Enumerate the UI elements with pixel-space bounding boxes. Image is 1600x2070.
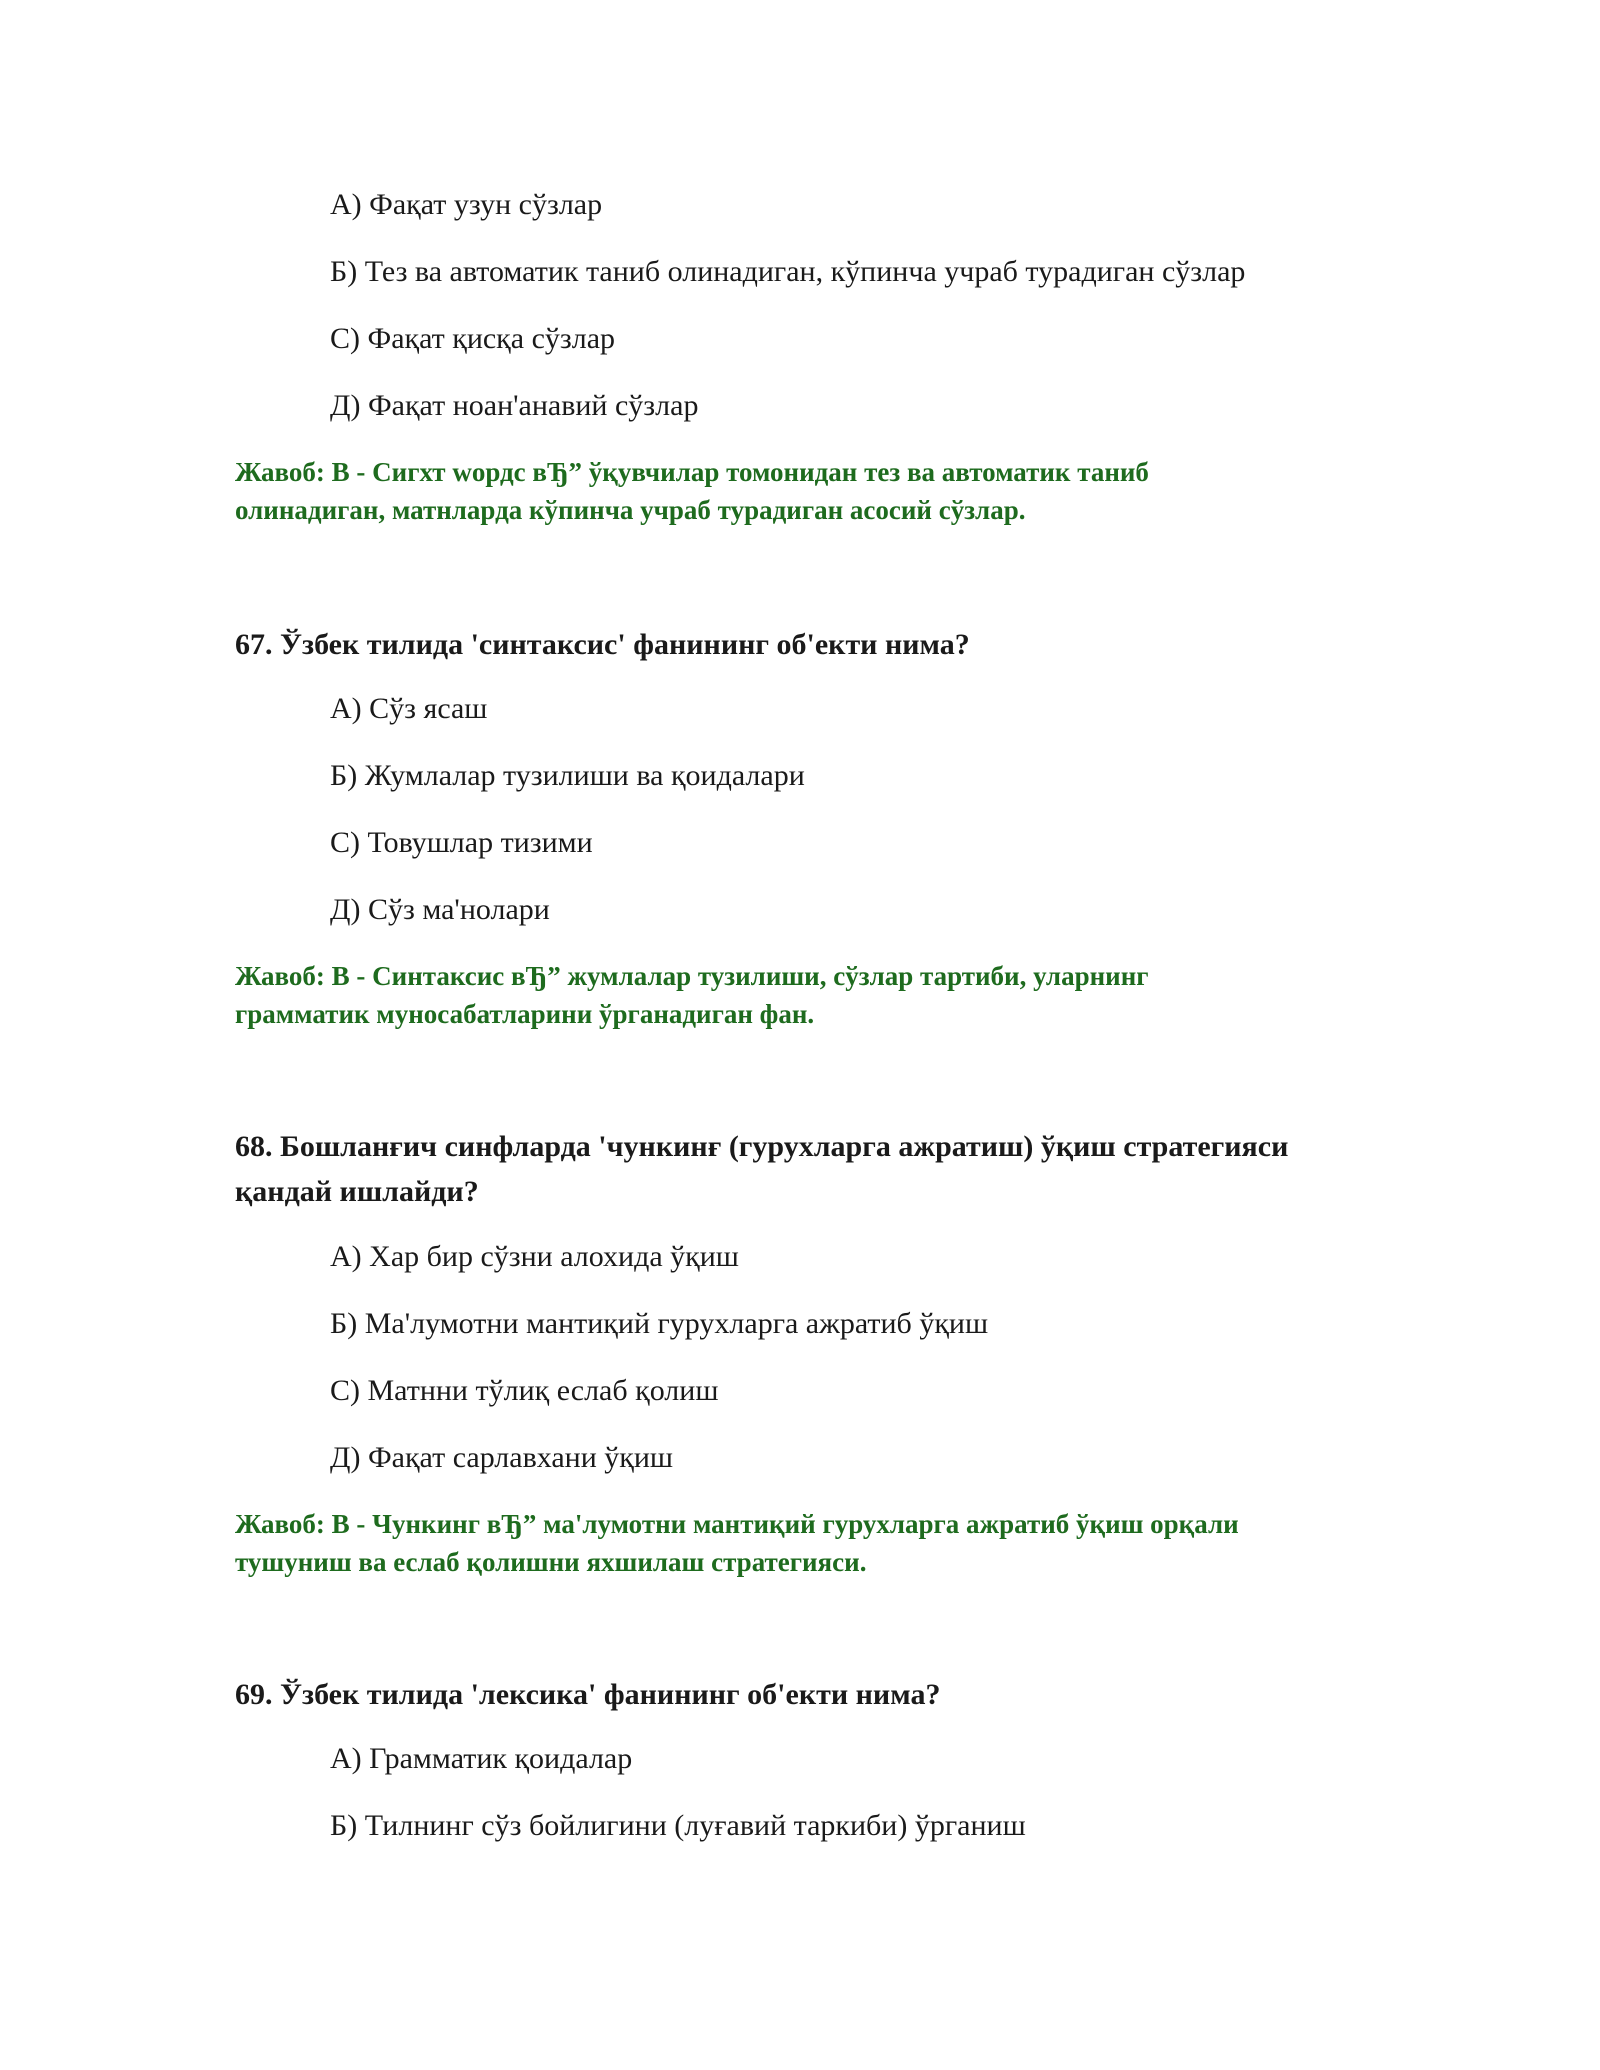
q67-option-c: С) Товушлар тизими [330,826,593,859]
q69-question: 69. Ўзбек тилида 'лексика' фанининг об'екти нима? [235,1678,941,1711]
q66-option-c: С) Фақат қисқа сўзлар [330,322,616,355]
q67-answer-line2: грамматик муносабатларини ўрганадиган фан. [235,999,815,1029]
q66-answer-line2: олинадиган, матнларда кўпинча учраб турадиган асосий сўзлар. [235,495,1026,525]
q66-option-d: Д) Фақат ноан'анавий сўзлар [330,389,699,422]
q68-answer-line2: тушуниш ва еслаб қолишни яхшилаш стратегияси. [235,1547,867,1577]
q67-question: 67. Ўзбек тилида 'синтаксис' фанининг об'екти нима? [235,628,970,661]
q69-option-a: А) Грамматик қоидалар [330,1742,633,1775]
q68-answer [235,1505,1365,1581]
q69-option-b: Б) Тилнинг сўз бойлигини (луғавий таркиби) ўрганиш [330,1809,1026,1842]
q68-option-d: Д) Фақат сарлавхани ўқиш [330,1441,674,1474]
q67-answer-line1: Жавоб: B - Синтаксис вЂ” жумлалар тузилиши, сўзлар тартиби, уларнинг [235,961,1149,991]
q68-answer-line1: Жавоб: B - Чункинг вЂ” ма'лумотни мантиқий гурухларга ажратиб ўқиш орқали [235,1509,1239,1539]
q68-option-c: С) Матнни тўлиқ еслаб қолиш [330,1374,719,1407]
q68-question-line2: қандай ишлайди? [235,1175,479,1208]
q68-question [235,1124,1365,1214]
q66-answer [235,453,1365,529]
q66-answer-line1: Жавоб: B - Сигхт wордс вЂ” ўқувчилар томонидан тез ва автоматик таниб [235,457,1149,487]
q68-option-a: А) Хар бир сўзни алохида ўқиш [330,1240,739,1273]
q68-question-line1: 68. Бошланғич синфларда 'чункинғ (гурухларга ажратиш) ўқиш стратегияси [235,1130,1289,1163]
q66-option-b: Б) Тез ва автоматик таниб олинадиган, кўпинча учраб турадиган сўзлар [330,255,1246,288]
q67-option-b: Б) Жумлалар тузилиши ва қоидалари [330,759,805,792]
q67-option-d: Д) Сўз ма'нолари [330,893,550,926]
q67-option-a: А) Сўз ясаш [330,692,488,725]
q67-answer [235,957,1365,1033]
q68-option-b: Б) Ма'лумотни мантиқий гурухларга ажратиб ўқиш [330,1307,989,1340]
q66-option-a: А) Фақат узун сўзлар [330,188,603,221]
